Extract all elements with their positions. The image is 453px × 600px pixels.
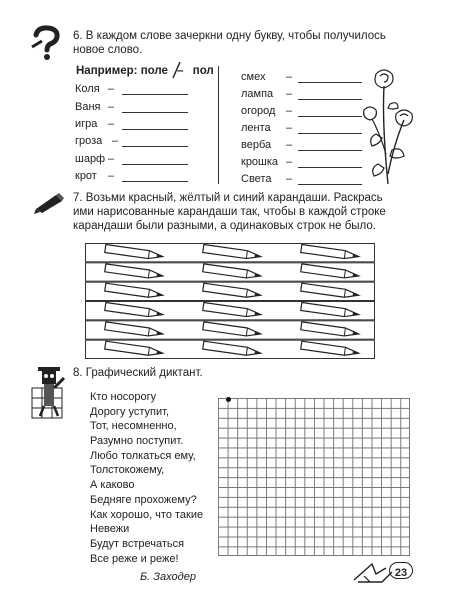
answer-line[interactable] <box>298 99 362 100</box>
word-item: Ваня <box>75 101 101 113</box>
poem-line: Разумно поступит. <box>90 435 184 447</box>
answer-line[interactable] <box>122 94 188 95</box>
word-item: Коля <box>75 83 100 95</box>
task7-number: 7. <box>73 192 83 204</box>
poem-line: Невежи <box>90 523 130 535</box>
dash: – <box>286 105 293 117</box>
poem-line: А каково <box>90 479 135 491</box>
word-item: смех <box>241 71 266 83</box>
answer-line[interactable] <box>298 116 362 117</box>
dash: – <box>108 153 115 165</box>
dictation-grid[interactable] <box>218 398 410 556</box>
answer-line[interactable] <box>298 167 362 168</box>
example-label: Например: <box>76 65 138 77</box>
answer-line[interactable] <box>298 150 362 151</box>
answer-line[interactable] <box>298 184 362 185</box>
dash: – <box>286 71 293 83</box>
task8-number: 8. <box>73 367 83 379</box>
page-number: 23 <box>394 567 408 579</box>
poem-line: Кто носорогу <box>90 391 157 403</box>
word-item: крот <box>75 170 97 182</box>
task8-title: Графический диктант. <box>85 367 203 379</box>
dash: – <box>108 101 115 113</box>
dash: – <box>108 118 115 130</box>
task7-line2: ими нарисованные карандаши так, чтобы в каждой строке <box>73 206 386 218</box>
word-item: верба <box>241 139 272 151</box>
word-item: шарф <box>75 153 106 165</box>
column-divider <box>218 66 219 184</box>
answer-line[interactable] <box>122 164 188 165</box>
poem-author: Б. Заходер <box>140 571 196 583</box>
word-item: лампа <box>241 88 274 100</box>
robot-character-icon <box>30 366 68 420</box>
task6-number: 6. <box>73 30 83 42</box>
task7-line1: Возьми красный, жёлтый и синий карандаши. Раскрась <box>85 192 383 204</box>
answer-line[interactable] <box>298 82 362 83</box>
answer-line[interactable] <box>122 129 188 130</box>
dash: – <box>286 173 293 185</box>
pencil-icon <box>32 191 66 215</box>
poem-line: Дорогу уступит, <box>90 406 170 418</box>
word-item: лента <box>241 122 271 134</box>
answer-line[interactable] <box>298 133 362 134</box>
poem-line: Любо толкаться ему, <box>90 450 196 462</box>
poem-line: Все реже и реже! <box>90 553 179 565</box>
poem-line: Толстокожему, <box>90 464 165 476</box>
poem-line: Как хорошо, что такие <box>90 509 204 521</box>
dash: – <box>286 139 293 151</box>
poem-line: Бедняге прохожему? <box>90 494 197 506</box>
word-item: огород <box>241 105 276 117</box>
dash: – <box>286 156 293 168</box>
poem-line: Тот, несомненно, <box>90 420 177 432</box>
thinking-question-icon <box>30 25 64 61</box>
answer-line[interactable] <box>122 146 188 147</box>
example-dash: – <box>177 65 184 77</box>
example-result: пол <box>192 65 214 77</box>
dash: – <box>108 170 115 182</box>
poem-line: Будут встречаться <box>90 538 185 550</box>
word-item: Света <box>241 173 272 185</box>
answer-line[interactable] <box>122 112 188 113</box>
dash: – <box>108 83 115 95</box>
dash: – <box>286 88 293 100</box>
answer-line[interactable] <box>122 181 188 182</box>
example-word: поле <box>140 65 168 77</box>
dash: – <box>112 135 119 147</box>
task6-instruction-line2: новое слово. <box>73 44 143 56</box>
flower-illustration <box>362 64 418 188</box>
word-item: крошка <box>241 156 279 168</box>
example-strike-mark <box>170 60 182 80</box>
task7-line3: карандаши были разными, а одинаковых строк не было. <box>73 220 376 232</box>
word-item: игра <box>75 118 98 130</box>
grid-start-dot <box>226 397 231 402</box>
task6-instruction-line1: В каждом слове зачеркни одну букву, чтобы получилось <box>85 30 386 42</box>
word-item: гроза <box>75 135 103 147</box>
pencil-rows-table <box>85 243 375 359</box>
dash: – <box>286 122 293 134</box>
page-number-badge <box>389 562 413 579</box>
